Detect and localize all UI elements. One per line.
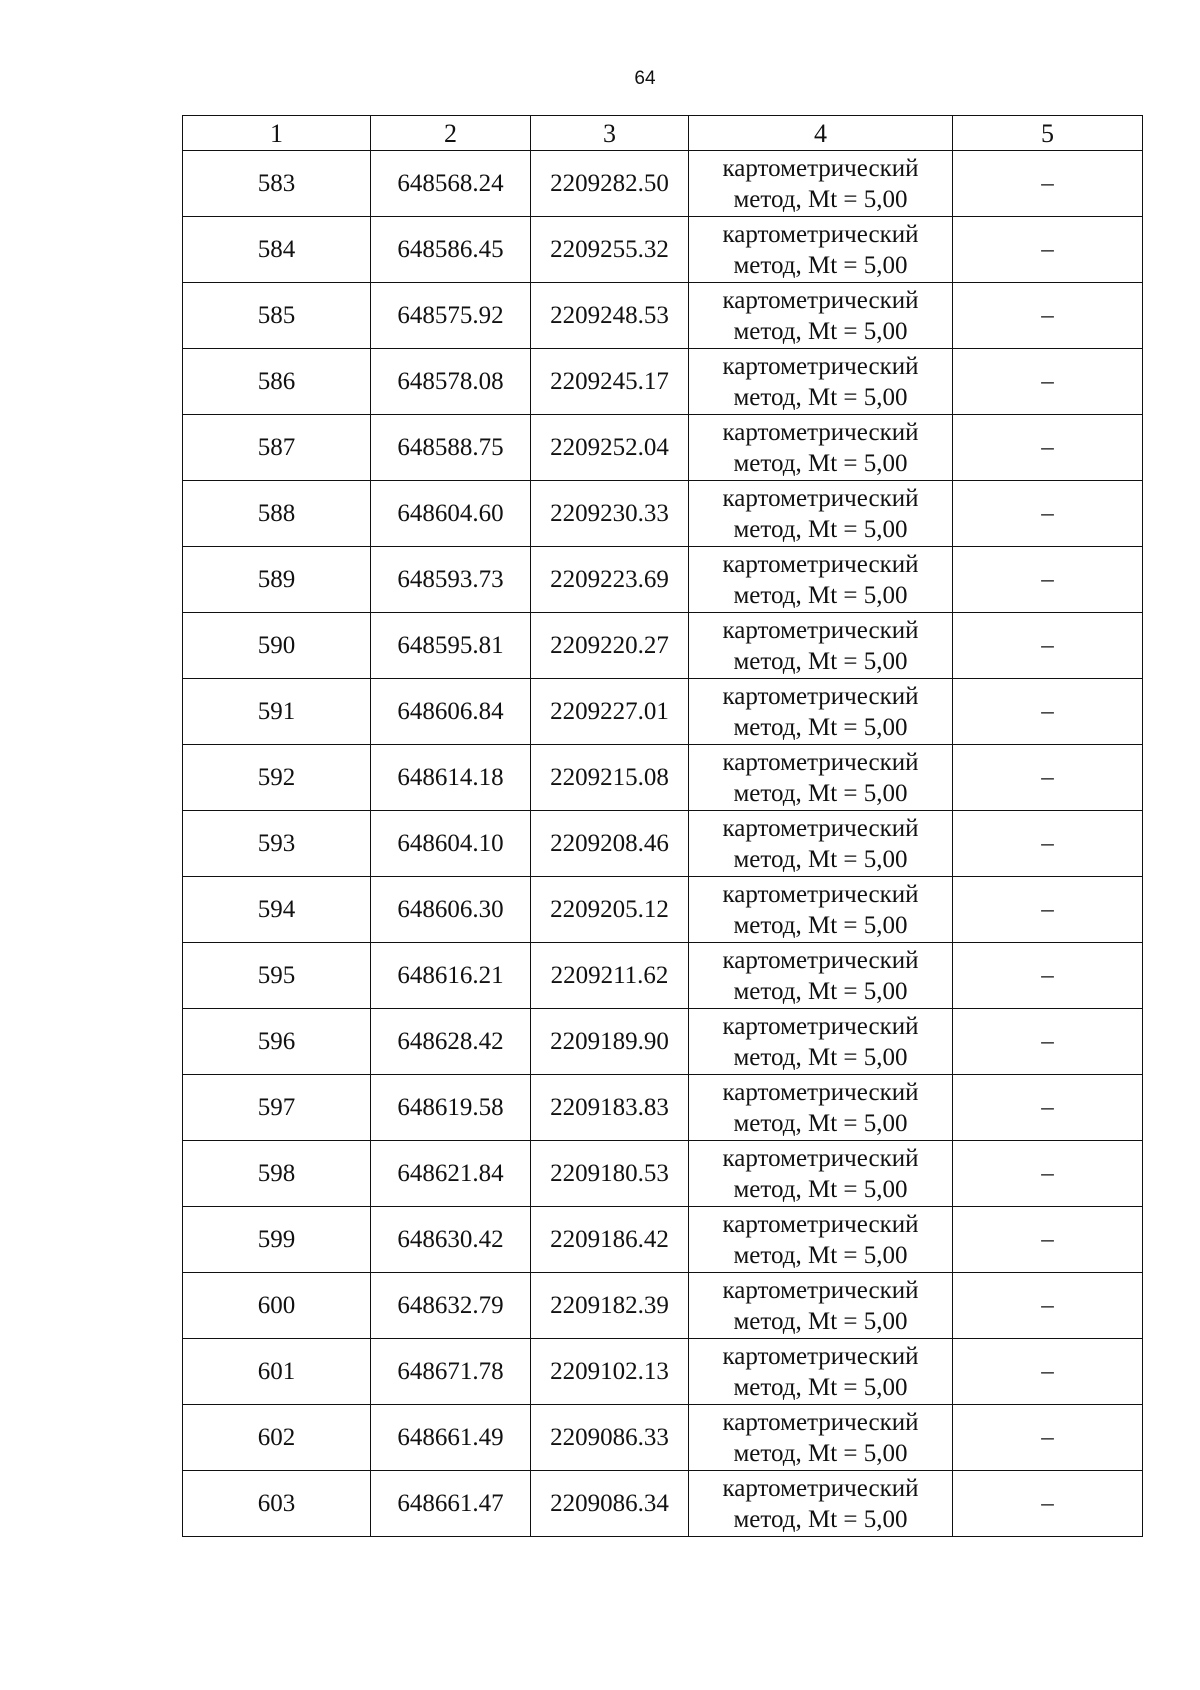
x-coordinate-cell: 648671.78 — [371, 1339, 531, 1405]
method-line-1: картометрический — [722, 1144, 919, 1172]
coordinates-table — [182, 115, 1143, 1537]
y-coordinate-cell: 2209205.12 — [531, 877, 689, 943]
x-coordinate-cell: 648628.42 — [371, 1009, 531, 1075]
x-coordinate-cell: 648614.18 — [371, 745, 531, 811]
point-number-cell: 592 — [183, 745, 371, 811]
point-number-cell: 593 — [183, 811, 371, 877]
method-line-2: метод, Mt = 5,00 — [733, 779, 908, 807]
method-line-1: картометрический — [722, 220, 919, 248]
note-cell: – — [953, 613, 1143, 679]
table-row — [183, 415, 1143, 481]
table-body — [183, 116, 1143, 1537]
note-cell: – — [953, 217, 1143, 283]
method-line-1: картометрический — [722, 154, 919, 182]
x-coordinate-cell: 648578.08 — [371, 349, 531, 415]
method-cell — [689, 1141, 953, 1207]
method-cell — [689, 745, 953, 811]
method-line-2: метод, Mt = 5,00 — [733, 911, 908, 939]
method-cell — [689, 1405, 953, 1471]
table-row — [183, 1273, 1143, 1339]
point-number-cell: 583 — [183, 151, 371, 217]
point-number-cell: 594 — [183, 877, 371, 943]
x-coordinate-cell: 648619.58 — [371, 1075, 531, 1141]
point-number-cell: 585 — [183, 283, 371, 349]
header-col-2: 2 — [371, 116, 531, 151]
x-coordinate-cell: 648588.75 — [371, 415, 531, 481]
table-row — [183, 943, 1143, 1009]
note-cell: – — [953, 481, 1143, 547]
page-number: 64 — [634, 68, 656, 89]
note-cell: – — [953, 877, 1143, 943]
note-cell: – — [953, 349, 1143, 415]
x-coordinate-cell: 648630.42 — [371, 1207, 531, 1273]
table-row — [183, 217, 1143, 283]
x-coordinate-cell: 648616.21 — [371, 943, 531, 1009]
x-coordinate-cell: 648593.73 — [371, 547, 531, 613]
x-coordinate-cell: 648604.10 — [371, 811, 531, 877]
method-line-1: картометрический — [722, 286, 919, 314]
method-line-1: картометрический — [722, 1408, 919, 1436]
x-coordinate-cell: 648575.92 — [371, 283, 531, 349]
method-line-2: метод, Mt = 5,00 — [733, 1373, 908, 1401]
method-line-2: метод, Mt = 5,00 — [733, 1043, 908, 1071]
note-cell: – — [953, 1141, 1143, 1207]
table-row — [183, 481, 1143, 547]
method-cell — [689, 283, 953, 349]
method-line-2: метод, Mt = 5,00 — [733, 1175, 908, 1203]
header-col-5: 5 — [953, 116, 1143, 151]
method-cell — [689, 1273, 953, 1339]
note-cell: – — [953, 1075, 1143, 1141]
note-cell: – — [953, 811, 1143, 877]
y-coordinate-cell: 2209182.39 — [531, 1273, 689, 1339]
table-row — [183, 1471, 1143, 1537]
method-line-1: картометрический — [722, 1474, 919, 1502]
method-line-1: картометрический — [722, 1342, 919, 1370]
y-coordinate-cell: 2209186.42 — [531, 1207, 689, 1273]
note-cell: – — [953, 1273, 1143, 1339]
note-cell: – — [953, 745, 1143, 811]
note-cell: – — [953, 1405, 1143, 1471]
table-row — [183, 679, 1143, 745]
header-col-4: 4 — [689, 116, 953, 151]
x-coordinate-cell: 648661.49 — [371, 1405, 531, 1471]
x-coordinate-cell: 648632.79 — [371, 1273, 531, 1339]
method-line-1: картометрический — [722, 418, 919, 446]
table-row — [183, 877, 1143, 943]
table-row — [183, 1009, 1143, 1075]
y-coordinate-cell: 2209252.04 — [531, 415, 689, 481]
method-cell — [689, 877, 953, 943]
table-header-row — [183, 116, 1143, 151]
method-cell — [689, 943, 953, 1009]
method-line-1: картометрический — [722, 1276, 919, 1304]
method-line-1: картометрический — [722, 550, 919, 578]
table-row — [183, 745, 1143, 811]
y-coordinate-cell: 2209086.33 — [531, 1405, 689, 1471]
point-number-cell: 597 — [183, 1075, 371, 1141]
table-row — [183, 283, 1143, 349]
table-row — [183, 1075, 1143, 1141]
point-number-cell: 590 — [183, 613, 371, 679]
method-line-2: метод, Mt = 5,00 — [733, 449, 908, 477]
note-cell: – — [953, 151, 1143, 217]
x-coordinate-cell: 648568.24 — [371, 151, 531, 217]
method-line-2: метод, Mt = 5,00 — [733, 581, 908, 609]
method-line-1: картометрический — [722, 1078, 919, 1106]
method-line-2: метод, Mt = 5,00 — [733, 317, 908, 345]
point-number-cell: 600 — [183, 1273, 371, 1339]
note-cell: – — [953, 943, 1143, 1009]
method-line-1: картометрический — [722, 682, 919, 710]
y-coordinate-cell: 2209282.50 — [531, 151, 689, 217]
method-cell — [689, 811, 953, 877]
point-number-cell: 599 — [183, 1207, 371, 1273]
x-coordinate-cell: 648606.84 — [371, 679, 531, 745]
method-cell — [689, 1009, 953, 1075]
point-number-cell: 589 — [183, 547, 371, 613]
method-line-2: метод, Mt = 5,00 — [733, 1505, 908, 1533]
note-cell: – — [953, 283, 1143, 349]
header-col-3: 3 — [531, 116, 689, 151]
y-coordinate-cell: 2209189.90 — [531, 1009, 689, 1075]
point-number-cell: 591 — [183, 679, 371, 745]
method-cell — [689, 349, 953, 415]
table-row — [183, 1207, 1143, 1273]
table-row — [183, 1405, 1143, 1471]
y-coordinate-cell: 2209102.13 — [531, 1339, 689, 1405]
y-coordinate-cell: 2209208.46 — [531, 811, 689, 877]
point-number-cell: 584 — [183, 217, 371, 283]
point-number-cell: 596 — [183, 1009, 371, 1075]
method-line-1: картометрический — [722, 748, 919, 776]
header-col-1: 1 — [183, 116, 371, 151]
note-cell: – — [953, 679, 1143, 745]
method-line-2: метод, Mt = 5,00 — [733, 185, 908, 213]
point-number-cell: 588 — [183, 481, 371, 547]
table-row — [183, 1339, 1143, 1405]
method-cell — [689, 481, 953, 547]
x-coordinate-cell: 648621.84 — [371, 1141, 531, 1207]
method-line-1: картометрический — [722, 1012, 919, 1040]
table-row — [183, 349, 1143, 415]
method-cell — [689, 613, 953, 679]
method-line-1: картометрический — [722, 484, 919, 512]
method-line-2: метод, Mt = 5,00 — [733, 383, 908, 411]
method-cell — [689, 1207, 953, 1273]
x-coordinate-cell: 648606.30 — [371, 877, 531, 943]
point-number-cell: 602 — [183, 1405, 371, 1471]
point-number-cell: 586 — [183, 349, 371, 415]
point-number-cell: 603 — [183, 1471, 371, 1537]
y-coordinate-cell: 2209223.69 — [531, 547, 689, 613]
table-row — [183, 1141, 1143, 1207]
y-coordinate-cell: 2209220.27 — [531, 613, 689, 679]
point-number-cell: 598 — [183, 1141, 371, 1207]
method-line-1: картометрический — [722, 880, 919, 908]
note-cell: – — [953, 547, 1143, 613]
method-line-2: метод, Mt = 5,00 — [733, 1439, 908, 1467]
y-coordinate-cell: 2209245.17 — [531, 349, 689, 415]
x-coordinate-cell: 648604.60 — [371, 481, 531, 547]
method-cell — [689, 1075, 953, 1141]
method-line-2: метод, Mt = 5,00 — [733, 977, 908, 1005]
note-cell: – — [953, 1207, 1143, 1273]
x-coordinate-cell: 648595.81 — [371, 613, 531, 679]
point-number-cell: 601 — [183, 1339, 371, 1405]
method-line-2: метод, Mt = 5,00 — [733, 713, 908, 741]
table-row — [183, 613, 1143, 679]
table-row — [183, 811, 1143, 877]
y-coordinate-cell: 2209211.62 — [531, 943, 689, 1009]
y-coordinate-cell: 2209180.53 — [531, 1141, 689, 1207]
method-cell — [689, 151, 953, 217]
y-coordinate-cell: 2209215.08 — [531, 745, 689, 811]
y-coordinate-cell: 2209248.53 — [531, 283, 689, 349]
note-cell: – — [953, 1009, 1143, 1075]
method-cell — [689, 1471, 953, 1537]
note-cell: – — [953, 1339, 1143, 1405]
table-row — [183, 151, 1143, 217]
method-line-1: картометрический — [722, 1210, 919, 1238]
method-line-2: метод, Mt = 5,00 — [733, 1307, 908, 1335]
x-coordinate-cell: 648661.47 — [371, 1471, 531, 1537]
method-line-2: метод, Mt = 5,00 — [733, 1109, 908, 1137]
method-cell — [689, 1339, 953, 1405]
method-line-1: картометрический — [722, 946, 919, 974]
y-coordinate-cell: 2209183.83 — [531, 1075, 689, 1141]
method-line-2: метод, Mt = 5,00 — [733, 845, 908, 873]
method-cell — [689, 679, 953, 745]
method-cell — [689, 217, 953, 283]
x-coordinate-cell: 648586.45 — [371, 217, 531, 283]
y-coordinate-cell: 2209227.01 — [531, 679, 689, 745]
method-line-2: метод, Mt = 5,00 — [733, 515, 908, 543]
method-line-2: метод, Mt = 5,00 — [733, 647, 908, 675]
method-line-1: картометрический — [722, 814, 919, 842]
point-number-cell: 595 — [183, 943, 371, 1009]
y-coordinate-cell: 2209086.34 — [531, 1471, 689, 1537]
method-line-2: метод, Mt = 5,00 — [733, 251, 908, 279]
method-line-1: картометрический — [722, 352, 919, 380]
note-cell: – — [953, 1471, 1143, 1537]
method-line-2: метод, Mt = 5,00 — [733, 1241, 908, 1269]
point-number-cell: 587 — [183, 415, 371, 481]
y-coordinate-cell: 2209255.32 — [531, 217, 689, 283]
method-line-1: картометрический — [722, 616, 919, 644]
method-cell — [689, 547, 953, 613]
y-coordinate-cell: 2209230.33 — [531, 481, 689, 547]
method-cell — [689, 415, 953, 481]
note-cell: – — [953, 415, 1143, 481]
table-row — [183, 547, 1143, 613]
